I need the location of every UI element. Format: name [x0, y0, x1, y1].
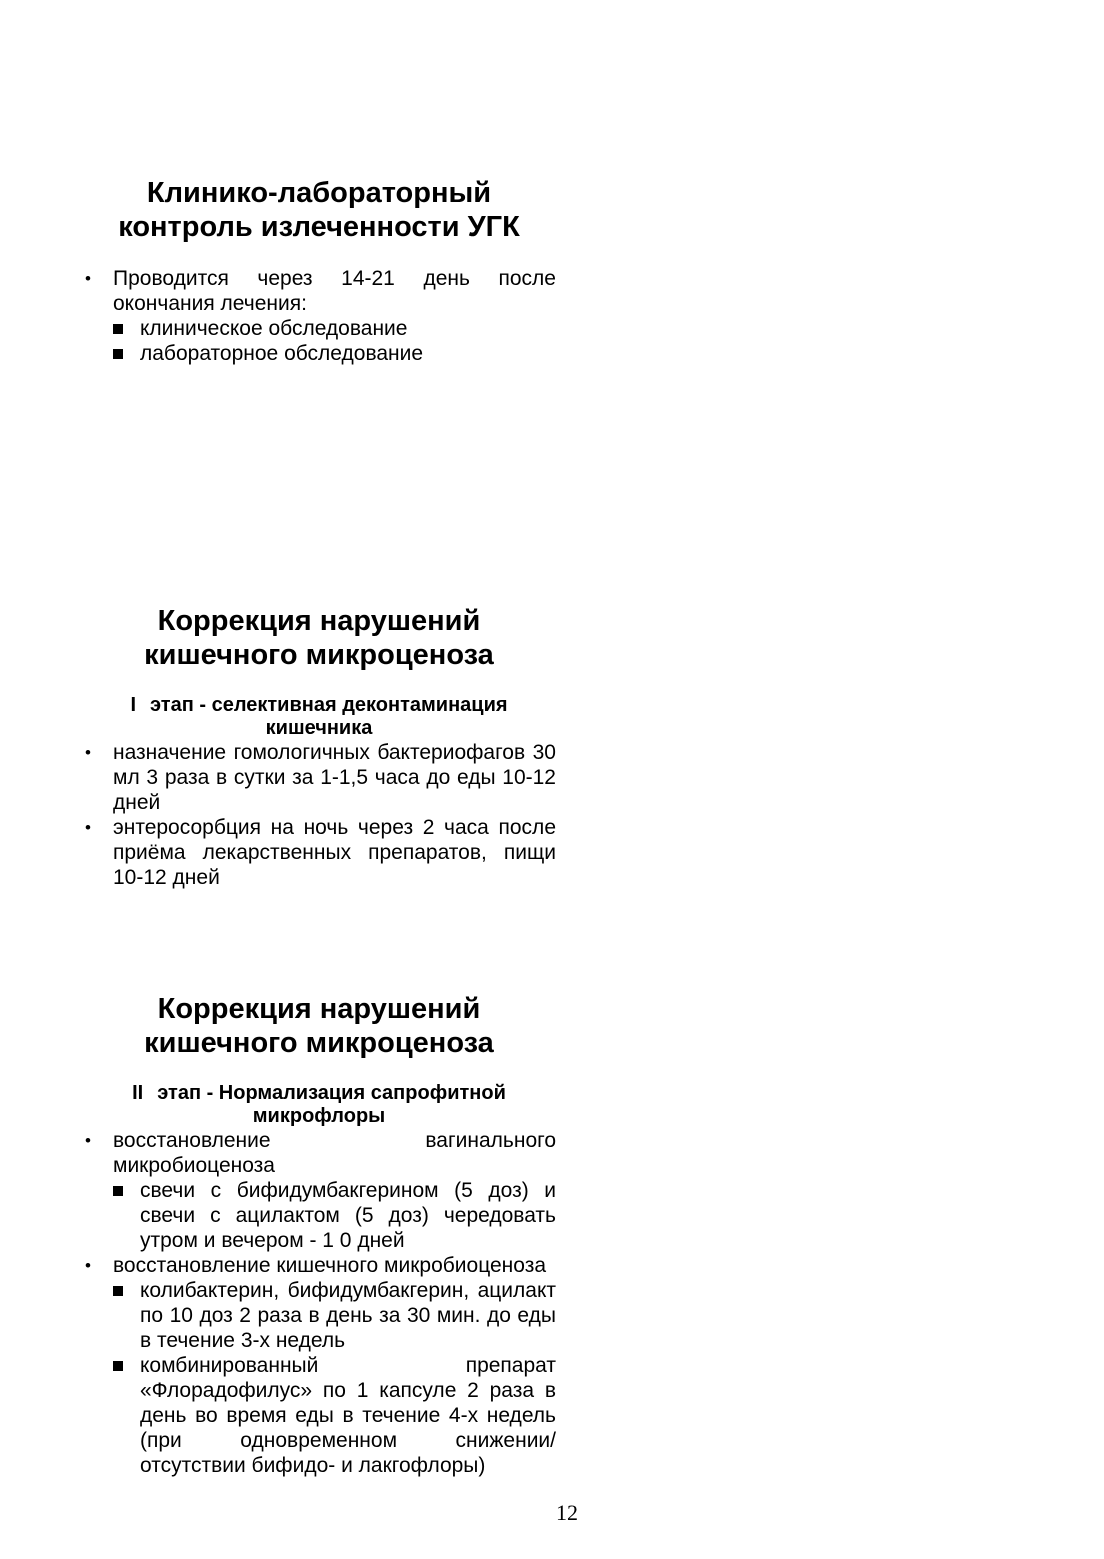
section-microcenosis-stage-1 — [82, 604, 556, 890]
page-number: 12 — [556, 1500, 578, 1525]
sub-list-item-text: клиническое обследование — [140, 317, 408, 340]
bullet-list — [82, 740, 556, 890]
bullet-list — [82, 1128, 556, 1478]
stage-heading — [82, 694, 556, 740]
square-bullet-icon — [113, 1361, 123, 1371]
bullet-list — [82, 266, 556, 366]
title-line-1: Коррекция нарушений — [157, 993, 481, 1025]
stage-title: этап - селективная деконтаминация — [150, 694, 508, 716]
stage-title: этап - Нормализация сапрофитной — [157, 1082, 506, 1104]
stage-number: II — [132, 1082, 144, 1104]
list-item — [82, 815, 556, 890]
list-item-text: восстановление вагинального микробиоценоза — [113, 1129, 556, 1177]
square-bullet-icon — [113, 1186, 123, 1196]
sub-list-item-text: колибактерин, бифидумбакгерин, ацилакт по 10 доз 2 раза в день за 30 мин. до еды в течение 3-х недель — [140, 1279, 556, 1352]
list-item-text: Проводится через 14-21 день после окончания лечения: — [113, 267, 556, 315]
title-line-1: Коррекция нарушений — [157, 605, 481, 637]
section-microcenosis-stage-2 — [82, 992, 556, 1478]
section-title — [82, 176, 556, 244]
sub-list-item-text: свечи с бифидумбакгерином (5 доз) и свечи с ацилактом (5 доз) чередовать утром и вечером - 1 0 дней — [140, 1179, 556, 1252]
section-title — [82, 992, 556, 1060]
list-item — [82, 1128, 556, 1178]
list-item — [82, 266, 556, 316]
sub-list-item — [82, 1353, 556, 1478]
sub-list-item-text: лабораторное обследование — [140, 342, 424, 365]
square-bullet-icon — [113, 349, 123, 359]
stage-heading — [82, 1082, 556, 1128]
list-item — [82, 740, 556, 815]
stage-title-cont: кишечника — [265, 717, 373, 739]
sub-list-item — [82, 1178, 556, 1253]
title-line-2: контроль излеченности УГК — [118, 211, 520, 243]
list-item-text: назначение гомологичных бактериофагов 30 мл 3 раза в сутки за 1-1,5 часа до еды 10-12 дней — [113, 741, 556, 814]
sub-list-item-text: комбинированный препарат «Флорадофилус» по 1 капсуле 2 раза в день во время еды в течение 4-х недель (при одновременном снижении/отсутствии бифидо- и лакгофлоры) — [140, 1354, 556, 1477]
sub-list-item — [82, 316, 556, 341]
section-ugk-control — [82, 176, 556, 366]
stage-title-cont: микрофлоры — [252, 1105, 386, 1127]
title-line-1: Клинико-лабораторный — [146, 177, 492, 209]
square-bullet-icon — [113, 324, 123, 334]
list-item — [82, 1253, 556, 1278]
list-item-text: восстановление кишечного микробиоценоза — [113, 1254, 547, 1277]
list-item-text: энтеросорбция на ночь через 2 часа после приёма лекарственных препаратов, пищи 10-12 дней — [113, 816, 556, 889]
stage-number: I — [130, 694, 137, 716]
sub-list-item — [82, 341, 556, 366]
square-bullet-icon — [113, 1286, 123, 1296]
sub-list-item — [82, 1278, 556, 1353]
title-line-2: кишечного микроценоза — [144, 639, 494, 671]
title-line-2: кишечного микроценоза — [144, 1027, 494, 1059]
section-title — [82, 604, 556, 672]
